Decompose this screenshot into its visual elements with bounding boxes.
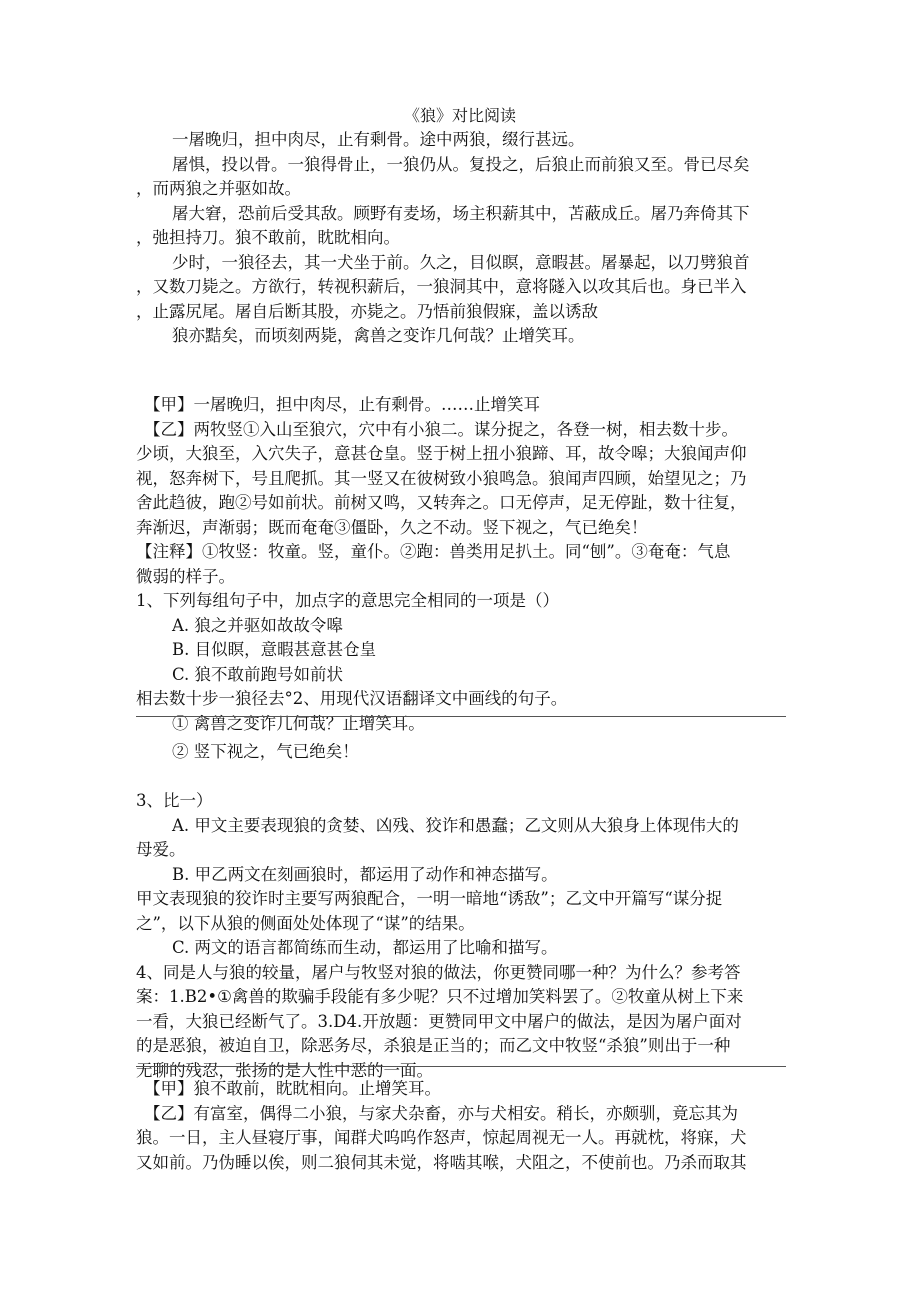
- q1-option-a: A. 狼之并驱如故故令嗥: [172, 615, 343, 635]
- story-line: ，又数刀毙之。方欲行，转视积薪后，一狼洞其中，意将隧入以攻其后也。身已半入: [136, 277, 747, 296]
- passage2-jia: 【甲】狼不敢前，眈眈相向。止增笑耳。: [144, 1079, 441, 1098]
- passage2-yi-line: 又如前。乃伪睡以俟，则二狼伺其未觉，将啮其喉，犬阻之，不使前也。乃杀而取其: [136, 1152, 747, 1172]
- story-line: 一屠晚归，担中肉尽，止有剩骨。途中两狼，缀行甚远。: [172, 130, 585, 149]
- passage2-yi-line: 【乙】有富室，偶得二小狼，与家犬杂畜，亦与犬相安。稍长，亦颇驯，竟忘其为: [144, 1103, 738, 1123]
- answer-key-line: 的是恶狼，被迫自卫，除恶务尽，杀狼是正当的；而乙文中牧竖“杀狼”则出于一种: [136, 1036, 731, 1055]
- story-text: [136, 128, 786, 349]
- passage-yi-line: 舍此趋彼，跑②号如前状。前树又鸣，又转奔之。口无停声，足无停趾，数十往复，: [136, 493, 747, 512]
- story-line: ，弛担持刀。狼不敢前，眈眈相向。: [136, 228, 400, 247]
- passage-yi-line: 奔渐迟，声渐弱；既而奄奄③僵卧，久之不动。竖下视之，气已绝矣！: [136, 517, 648, 537]
- passage-comparison: [136, 393, 786, 736]
- q1-option-c: C. 狼不敢前跑号如前状: [172, 664, 344, 684]
- passage-yi-line: 视，怒奔树下，号且爬抓。其一竖又在彼树致小狼鸣急。狼闻声四顾，始望见之；乃: [136, 468, 747, 488]
- story-line: 屠惧，投以骨。一狼得骨止，一狼仍从。复投之，后狼止而前狼又至。骨已尽矣: [172, 154, 750, 174]
- question-3-4: [136, 789, 786, 1083]
- q2-item-1: ① 禽兽之变诈几何哉？止增笑耳。: [172, 713, 425, 733]
- answer-key-line: 无聊的残忍，张扬的是人性中恶的一面。: [136, 1060, 433, 1080]
- page-title: 《狼》对比阅读: [403, 106, 516, 125]
- q2-item-2-block: [136, 740, 786, 764]
- q3-option-b: B. 甲乙两文在刻画狼时，都运用了动作和神态描写。: [172, 864, 558, 884]
- notes-line: 微弱的样子。: [136, 566, 235, 586]
- story-line: 狼亦黠矣，而顷刻两毙，禽兽之变诈几何哉？止增笑耳。: [172, 326, 585, 345]
- story-line: 少时，一狼径去，其一犬坐于前。久之，目似瞑，意暇甚。屠暴起，以刀劈狼首: [172, 252, 750, 272]
- answer-line: [136, 716, 786, 717]
- question-3: 3、比一）: [136, 791, 213, 810]
- section-divider: [136, 1066, 786, 1067]
- q1-option-b: B. 目似瞑，意暇甚意甚仓皇: [172, 640, 377, 659]
- q3-option-a: A. 甲文主要表现狼的贪婪、凶残、狡诈和愚蠢；乙文则从大狼身上体现伟大的: [172, 815, 739, 835]
- q3-option-b-cont: 甲文表现狼的狡诈时主要写两狼配合，一明一暗地“诱敌”；乙文中开篇写“谋分捉: [136, 889, 723, 908]
- q2-item-2: ② 竖下视之，气已绝矣！: [172, 742, 359, 761]
- passage-yi-line: 少顷，大狼至，入穴失子，意甚仓皇。竖于树上扭小狼蹄、耳，故令嗥；大狼闻声仰: [136, 444, 747, 463]
- passage-yi-line: 【乙】两牧竖①入山至狼穴，穴中有小狼二。谋分捉之，各登一树，相去数十步。: [144, 419, 738, 439]
- q3-option-a-cont: 母爱。: [136, 840, 186, 859]
- passage-comparison-2: [136, 1077, 786, 1175]
- q3-option-c: C. 两文的语言都简练而生动，都运用了比喻和描写。: [172, 938, 558, 957]
- story-line: ，止露尻尾。屠自后断其股，亦毙之。乃悟前狼假寐，盖以诱敌: [136, 301, 598, 321]
- q3-option-b-cont: 之”，以下从狼的侧面处处体现了“谋”的结果。: [136, 913, 475, 933]
- passage-jia: 【甲】一屠晚归，担中肉尽，止有剩骨。……止增笑耳: [144, 395, 540, 414]
- question-4: 4、同是人与狼的较量，屠户与牧竖对狼的做法，你更赞同哪一种？为什么？参考答: [136, 962, 741, 982]
- answer-key-line: 案：1.B2•①禽兽的欺骗手段能有多少呢？只不过增加笑料罢了。②牧童从树上下来: [136, 987, 744, 1006]
- story-line: 屠大窘，恐前后受其敌。顾野有麦场，场主积薪其中，苫蔽成丘。屠乃奔倚其下: [172, 203, 750, 223]
- question-1: 1、下列每组句子中，加点字的意思完全相同的一项是（）: [136, 591, 559, 610]
- notes-line: 【注释】①牧竖：牧童。竖，童仆。②跑：兽类用足扒土。同“刨”。③奄奄：气息: [136, 542, 731, 561]
- story-line: ，而两狼之并驱如故。: [136, 179, 301, 198]
- question-2: 相去数十步一狼径去°2、用现代汉语翻译文中画线的句子。: [136, 689, 568, 708]
- answer-key-line: 一看，大狼已经断气了。3.D4.开放题：更赞同甲文中屠户的做法，是因为屠户面对: [136, 1011, 742, 1031]
- passage2-yi-line: 狼。一日，主人昼寝厅事，闻群犬呜呜作怒声，惊起周视无一人。再就枕，将寐，犬: [136, 1128, 747, 1147]
